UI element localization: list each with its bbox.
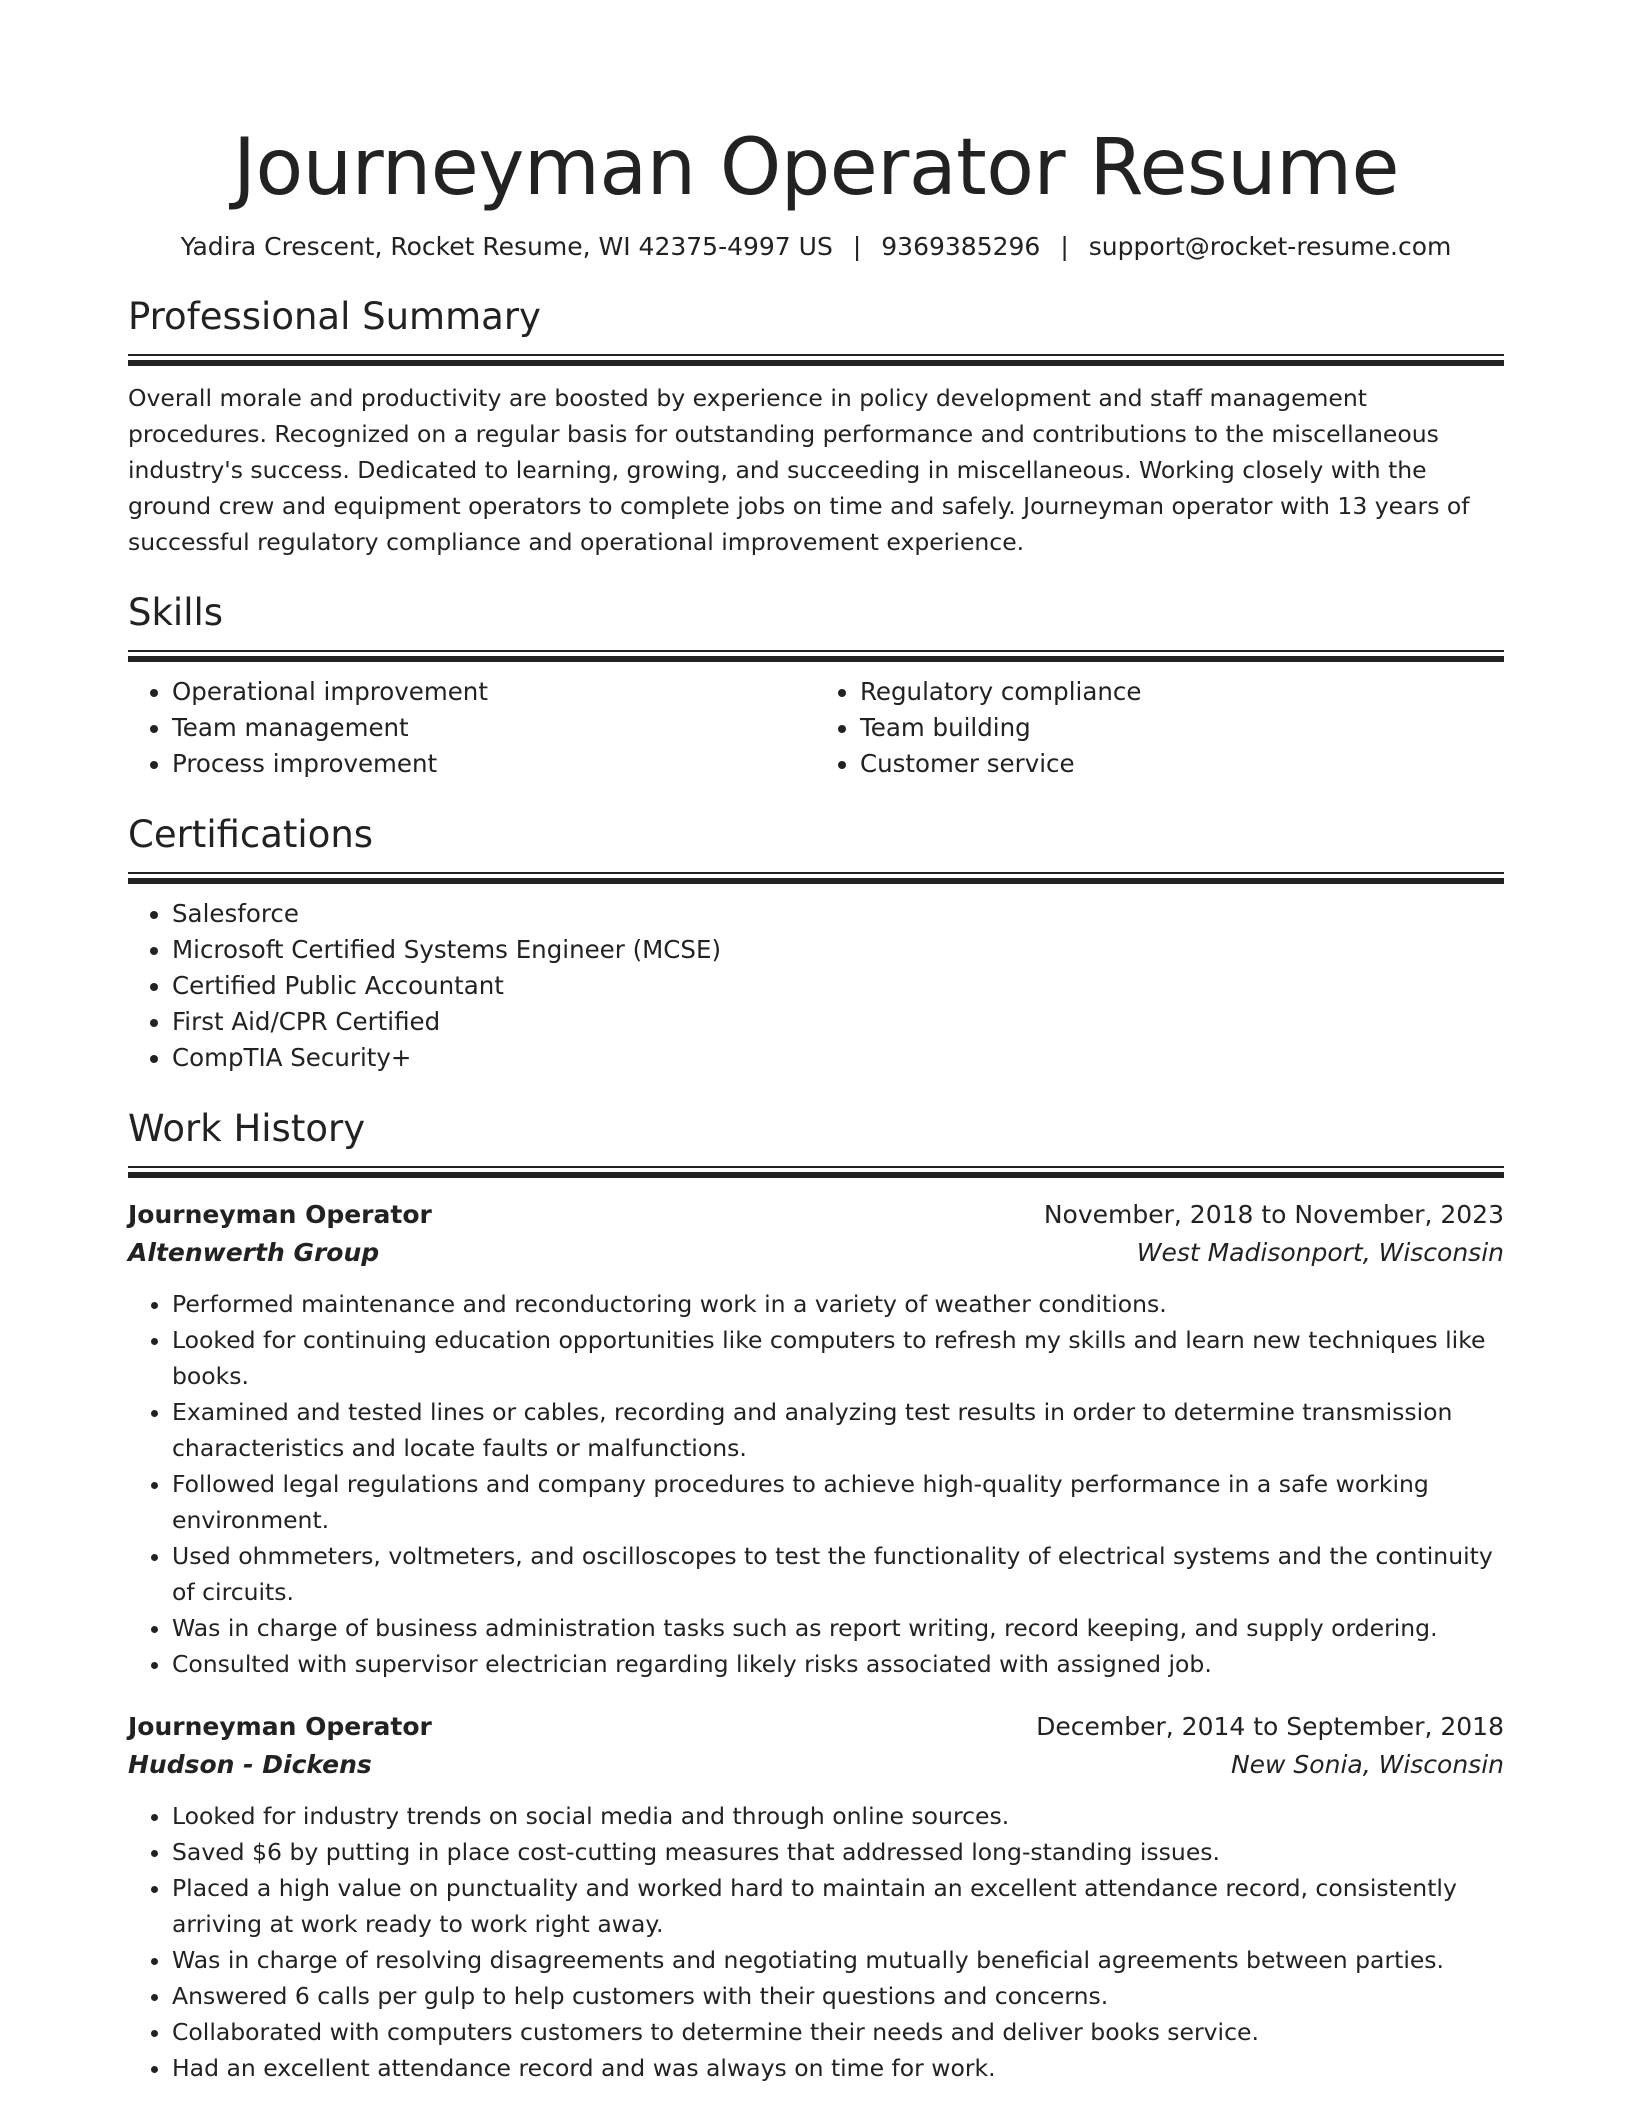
job-duty: • Was in charge of business administration tasks such as report writing, record keeping, and supply ordering. [172, 1610, 1504, 1646]
certification-item: • Certified Public Accountant [172, 968, 1504, 1004]
section-divider [128, 650, 1504, 662]
section-heading: Certifications [128, 813, 374, 856]
job-duty: • Was in charge of resolving disagreements and negotiating mutually beneficial agreements between parties. [172, 1942, 1504, 1978]
job-entry [128, 1708, 1504, 2086]
certification-item: • Salesforce [172, 896, 1504, 932]
section-heading: Skills [128, 591, 224, 634]
job-location: West Madisonport, Wisconsin [1136, 1238, 1504, 1267]
job-duty: • Collaborated with computers customers to determine their needs and deliver books service. [172, 2014, 1504, 2050]
contact-email: support@rocket-resume.com [1088, 232, 1452, 261]
skills-column-right [816, 674, 1504, 782]
job-duty: • Followed legal regulations and company procedures to achieve high-quality performance in a safe working environment. [172, 1466, 1504, 1538]
job-company-row [128, 1234, 1504, 1272]
job-location: New Sonia, Wisconsin [1230, 1750, 1504, 1779]
job-duty: • Placed a high value on punctuality and worked hard to maintain an excellent attendance record, consistently arriving at work ready to work right away. [172, 1870, 1504, 1942]
job-dates: November, 2018 to November, 2023 [1043, 1200, 1504, 1229]
certification-item: • Microsoft Certified Systems Engineer (MCSE) [172, 932, 1504, 968]
certifications-section [128, 810, 1504, 1076]
resume-title: Journeyman Operator Resume [232, 123, 1400, 213]
job-duty: • Saved $6 by putting in place cost-cutting measures that addressed long-standing issues. [172, 1834, 1504, 1870]
job-entry [128, 1196, 1504, 1682]
skill-item: • Process improvement [172, 746, 816, 782]
section-heading: Work History [128, 1107, 366, 1150]
contact-separator: | [1060, 232, 1069, 261]
job-duties-list [128, 1286, 1504, 1682]
skill-item: • Team building [860, 710, 1504, 746]
skill-item: • Team management [172, 710, 816, 746]
summary-text: Overall morale and productivity are boosted by experience in policy development and staff management procedures. Recognized on a regular basis for outstanding performance and contributions to the miscellaneous industry's success. Dedicated to learning, growing, and succeeding in miscellaneous. Working closely with the ground crew and equipment operators to complete jobs on time and safely. Journeyman operator with 13 years of successful regulatory compliance and operational improvement experience. [128, 384, 1470, 556]
contact-phone: 9369385296 [881, 232, 1041, 261]
job-duty: • Answered 6 calls per gulp to help customers with their questions and concerns. [172, 1978, 1504, 2014]
job-duty: • Looked for continuing education opportunities like computers to refresh my skills and learn new techniques like books. [172, 1322, 1504, 1394]
job-company: Altenwerth Group [128, 1238, 380, 1267]
job-title: Journeyman Operator [128, 1200, 432, 1229]
job-duty: • Looked for industry trends on social media and through online sources. [172, 1798, 1504, 1834]
skill-item: • Operational improvement [172, 674, 816, 710]
contact-line [128, 230, 1504, 264]
skills-column-left [128, 674, 816, 782]
job-dates: December, 2014 to September, 2018 [1036, 1712, 1504, 1741]
job-company: Hudson - Dickens [128, 1750, 372, 1779]
section-divider [128, 1166, 1504, 1178]
job-duties-list [128, 1798, 1504, 2086]
job-company-row [128, 1746, 1504, 1784]
job-header-row [128, 1708, 1504, 1746]
certification-item: • First Aid/CPR Certified [172, 1004, 1504, 1040]
job-duty: • Examined and tested lines or cables, recording and analyzing test results in order to determine transmission characteristics and locate faults or malfunctions. [172, 1394, 1504, 1466]
job-duty: • Used ohmmeters, voltmeters, and oscilloscopes to test the functionality of electrical systems and the continuity of circuits. [172, 1538, 1504, 1610]
skill-item: • Regulatory compliance [860, 674, 1504, 710]
skills-grid [128, 674, 1504, 782]
job-header-row [128, 1196, 1504, 1234]
contact-separator: | [852, 232, 862, 261]
section-divider [128, 872, 1504, 884]
certifications-list [128, 896, 1504, 1076]
professional-summary-section [128, 292, 1504, 560]
job-duty: • Performed maintenance and reconductoring work in a variety of weather conditions. [172, 1286, 1504, 1322]
contact-address: Yadira Crescent, Rocket Resume, WI 42375-4997 US [180, 232, 833, 261]
work-history-section [128, 1104, 1504, 2086]
section-heading: Professional Summary [128, 295, 541, 338]
job-duty: • Had an excellent attendance record and was always on time for work. [172, 2050, 1504, 2086]
certification-item: • CompTIA Security+ [172, 1040, 1504, 1076]
skills-section [128, 588, 1504, 782]
skill-item: • Customer service [860, 746, 1504, 782]
job-duty: • Consulted with supervisor electrician regarding likely risks associated with assigned job. [172, 1646, 1504, 1682]
job-title: Journeyman Operator [128, 1712, 432, 1741]
section-divider [128, 354, 1504, 366]
